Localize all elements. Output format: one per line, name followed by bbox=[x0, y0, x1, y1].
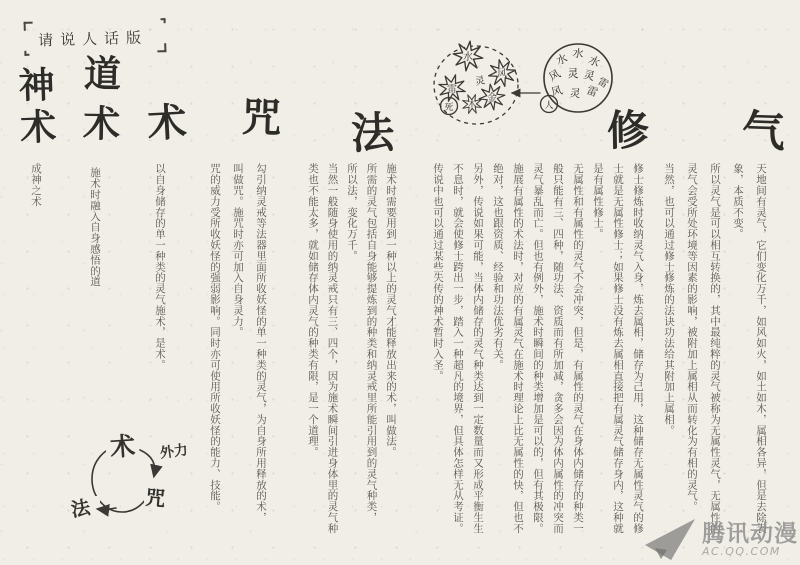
cycle-node-shu: 术 bbox=[109, 431, 137, 462]
svg-text:人: 人 bbox=[544, 101, 554, 111]
watermark bbox=[645, 517, 798, 563]
text-column: 勾引纳灵戒等法器里面所收妖怪的单一种类的灵气，为自身所用释放的术， bbox=[255, 163, 267, 523]
spirit-char-ling: 灵 bbox=[474, 75, 486, 88]
text-column: 传说中也可以通过某些失传的神术暂时入圣。 bbox=[432, 163, 444, 381]
spirit-star-mu bbox=[459, 91, 485, 117]
svg-text:雷: 雷 bbox=[595, 76, 610, 91]
text-column: 天地间有灵气，它们变化万千，如风如火，如土如木，属相各异，但是去除表 bbox=[755, 163, 767, 534]
spirit-transfer-doodle bbox=[426, 36, 618, 134]
badge-corner-icon bbox=[24, 51, 29, 56]
text-column: 成神之术 bbox=[30, 163, 42, 207]
svg-text:水: 水 bbox=[463, 52, 473, 63]
text-column: 士就是无属性修士；如果修士没有炼去属相直接把有属灵气储存身内，这种就 bbox=[612, 163, 624, 534]
watermark-brand: 腾讯动漫 bbox=[702, 521, 798, 548]
svg-text:雷: 雷 bbox=[447, 84, 457, 95]
text-column: 咒的威力受所收妖怪的强弱影响。同时亦可使用所收妖怪的能力、技能。 bbox=[209, 163, 221, 512]
title-fa: 法 bbox=[343, 109, 395, 154]
spirit-star-lei bbox=[435, 71, 468, 104]
svg-text:水: 水 bbox=[554, 51, 570, 68]
cycle-label-waili: 外力 bbox=[159, 442, 189, 462]
text-column: 施术时融入自身感悟的道 bbox=[89, 167, 101, 287]
svg-text:雷: 雷 bbox=[584, 83, 600, 100]
badge-corner-icon bbox=[24, 22, 33, 31]
title-xiu: 修 bbox=[600, 107, 651, 151]
section-zhou-text bbox=[203, 163, 272, 543]
text-column: 不息时，就会使修士跨出一步，踏入一种超凡的境界，但具体怎样无从考证。 bbox=[452, 163, 464, 534]
text-column: 灵气暴乱而亡。但也有例外，施术时瞬间的种类增加是可以的，但有其极限。 bbox=[532, 163, 544, 534]
svg-text:灵: 灵 bbox=[567, 67, 579, 80]
badge-corner-icon bbox=[161, 18, 166, 23]
text-column: 以自身储存的单一种类的灵气施术，是术。 bbox=[154, 163, 166, 371]
text-column: 所需的灵气包括自身能够提炼到的种类和纳灵戒里所能引用到的灵气种类， bbox=[365, 163, 378, 523]
svg-text:金: 金 bbox=[487, 93, 497, 104]
text-column: 施术时需要用到一种以上的灵气才能释放出来的术，叫做法。 bbox=[385, 163, 397, 458]
paper-plane-icon bbox=[645, 517, 697, 563]
title-shenshu: 神术 bbox=[12, 65, 57, 151]
svg-text:风: 风 bbox=[546, 67, 563, 84]
text-column: 类也不能太多，就如储存体内灵气的种类有限，是一个道理。 bbox=[307, 163, 319, 458]
text-column: 无属性和有属性的灵气不会冲突，但是，有属性的灵气在身体内储存的种类一 bbox=[572, 163, 584, 534]
text-column: 所以灵气是可以相互转换的，其中最纯粹的灵气被称为无属性灵气，无属性的 bbox=[709, 163, 721, 534]
cycle-node-zhou: 咒 bbox=[144, 485, 167, 511]
text-column: 当然，也可以通过修士修炼的法诀功法给其附加上属相。 bbox=[663, 163, 675, 436]
text-column: 另外，传说如果可能，当体内储存的灵气种类达到一定数量而又形成平衡生生 bbox=[472, 163, 484, 534]
shu-zhou-fa-cycle-doodle bbox=[50, 422, 200, 537]
title-shu: 术 bbox=[140, 100, 187, 143]
text-column: 灵气会受所处环境等因素的影响，被附加上属相从而转化为有相的灵气。 bbox=[686, 163, 698, 512]
text-column: 当然一般随身使用的纳灵戒只有三、四个，因为施术瞬间引进身体里的灵气种 bbox=[326, 163, 339, 534]
text-column: 施展有属性的术法时，对应的有属灵气在施术时理论上比无属性的快，但也不 bbox=[512, 163, 524, 534]
badge-label: 请说人话版 bbox=[37, 28, 149, 50]
watermark-site: AC.QQ.COM bbox=[702, 545, 781, 559]
text-column: 修士修炼时收纳灵气入身，炼去属相，储存为己用，这种储存无属性灵气的修 bbox=[632, 163, 644, 534]
text-column: 所以法，变化万千。 bbox=[346, 163, 358, 262]
text-column: 是有属性修士。 bbox=[592, 163, 604, 240]
cycle-node-fa: 法 bbox=[69, 496, 92, 522]
text-column: 叫做咒。施咒时亦可加入自身灵力。 bbox=[232, 163, 244, 338]
svg-text:风: 风 bbox=[497, 69, 507, 80]
section-xiu-text bbox=[428, 163, 648, 543]
section-fa-text bbox=[303, 163, 401, 543]
title-zhou: 咒 bbox=[234, 95, 282, 137]
svg-text:水: 水 bbox=[586, 53, 603, 70]
svg-text:灵: 灵 bbox=[568, 86, 582, 101]
svg-text:风: 风 bbox=[549, 83, 564, 100]
text-column: 绝对，这也跟资质、经验和功法优劣有关。 bbox=[492, 163, 504, 371]
section-qi-text bbox=[657, 163, 772, 543]
svg-text:死: 死 bbox=[444, 103, 454, 113]
badge-corner-icon bbox=[157, 43, 166, 52]
badge bbox=[24, 18, 167, 56]
title-daoshu: 道术 bbox=[76, 53, 121, 155]
svg-text:水: 水 bbox=[571, 46, 585, 61]
text-column: 般只能有三、四种，随功法、资质而有所加减，贪多会因为体内属性的冲突而 bbox=[552, 163, 564, 534]
svg-text:灵: 灵 bbox=[582, 67, 597, 84]
text-column: 象，本质不变。 bbox=[732, 163, 744, 240]
section-shenshu-text bbox=[26, 163, 46, 543]
title-qi: 气 bbox=[734, 107, 786, 152]
spirit-star-shui bbox=[451, 39, 485, 73]
svg-text:木: 木 bbox=[467, 100, 477, 110]
